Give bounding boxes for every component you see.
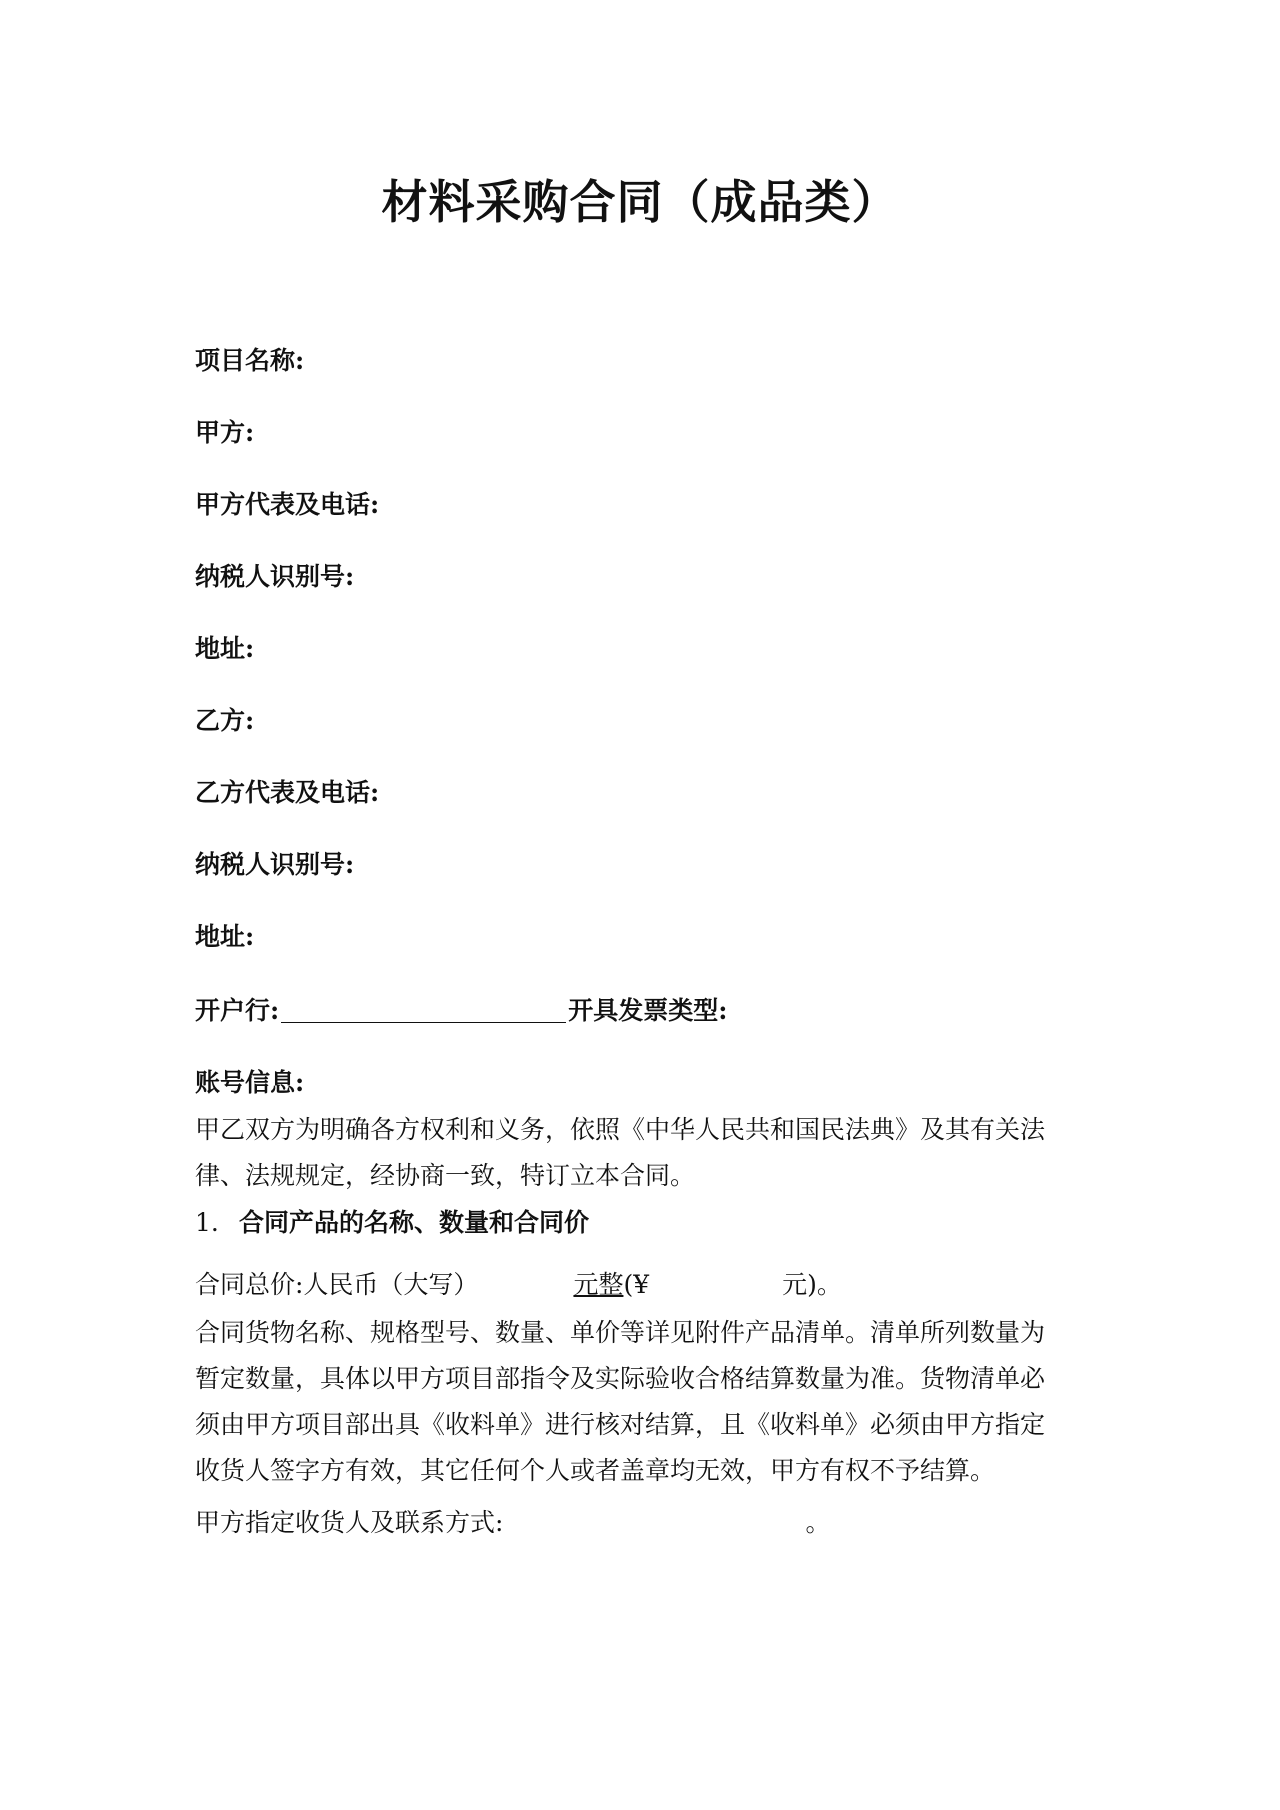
section-number: 1. <box>195 1208 219 1237</box>
bank-blank-line <box>281 996 566 1023</box>
field-party-b: 乙方: <box>195 706 255 735</box>
field-party-a-address: 地址: <box>195 634 255 663</box>
receiver-line <box>195 1500 830 1546</box>
clause-paragraph <box>195 1310 1095 1494</box>
section-1-heading <box>195 1200 589 1246</box>
intro-line: 甲乙双方为明确各方权利和义务，依照《中华人民共和国民法典》及其有关法 <box>195 1115 1046 1144</box>
clause-line: 收货人签字方有效，其它任何个人或者盖章均无效，甲方有权不予结算。 <box>195 1456 996 1485</box>
intro-paragraph <box>195 1107 1095 1199</box>
clause-line: 须由甲方项目部出具《收料单》进行核对结算，且《收料单》必须由甲方指定 <box>195 1410 1046 1439</box>
receiver-label: 甲方指定收货人及联系方式: <box>195 1508 504 1537</box>
field-invoice-type: 开具发票类型: <box>568 996 728 1025</box>
clause-line: 合同货物名称、规格型号、数量、单价等详见附件产品清单。清单所列数量为 <box>195 1318 1046 1347</box>
clause-line: 暂定数量，具体以甲方项目部指令及实际验收合格结算数量为准。货物清单必 <box>195 1364 1046 1393</box>
field-party-a: 甲方: <box>195 418 255 447</box>
receiver-end: 。 <box>805 1508 831 1537</box>
field-party-b-tax-id: 纳税人识别号: <box>195 850 355 879</box>
field-party-b-address: 地址: <box>195 922 255 951</box>
document-title: 材料采购合同（成品类） <box>381 175 899 229</box>
price-prefix: 合同总价:人民币（大写） <box>195 1270 479 1299</box>
section-heading-text: 合同产品的名称、数量和合同价 <box>239 1208 590 1237</box>
field-party-a-tax-id: 纳税人识别号: <box>195 562 355 591</box>
bank-invoice-row <box>195 993 727 1029</box>
field-party-a-rep: 甲方代表及电话: <box>195 490 380 519</box>
contract-price-line <box>195 1262 842 1308</box>
field-account-info: 账号信息: <box>195 1068 305 1097</box>
field-project-name: 项目名称: <box>195 346 305 375</box>
intro-line: 律、法规规定，经协商一致，特订立本合同。 <box>195 1161 696 1190</box>
price-yen-open: (¥ <box>623 1270 650 1299</box>
price-yuan-close: 元)。 <box>782 1270 842 1299</box>
field-party-b-rep: 乙方代表及电话: <box>195 778 380 807</box>
price-yuan-zheng: 元整 <box>573 1270 624 1299</box>
field-bank: 开户行: <box>195 996 280 1025</box>
